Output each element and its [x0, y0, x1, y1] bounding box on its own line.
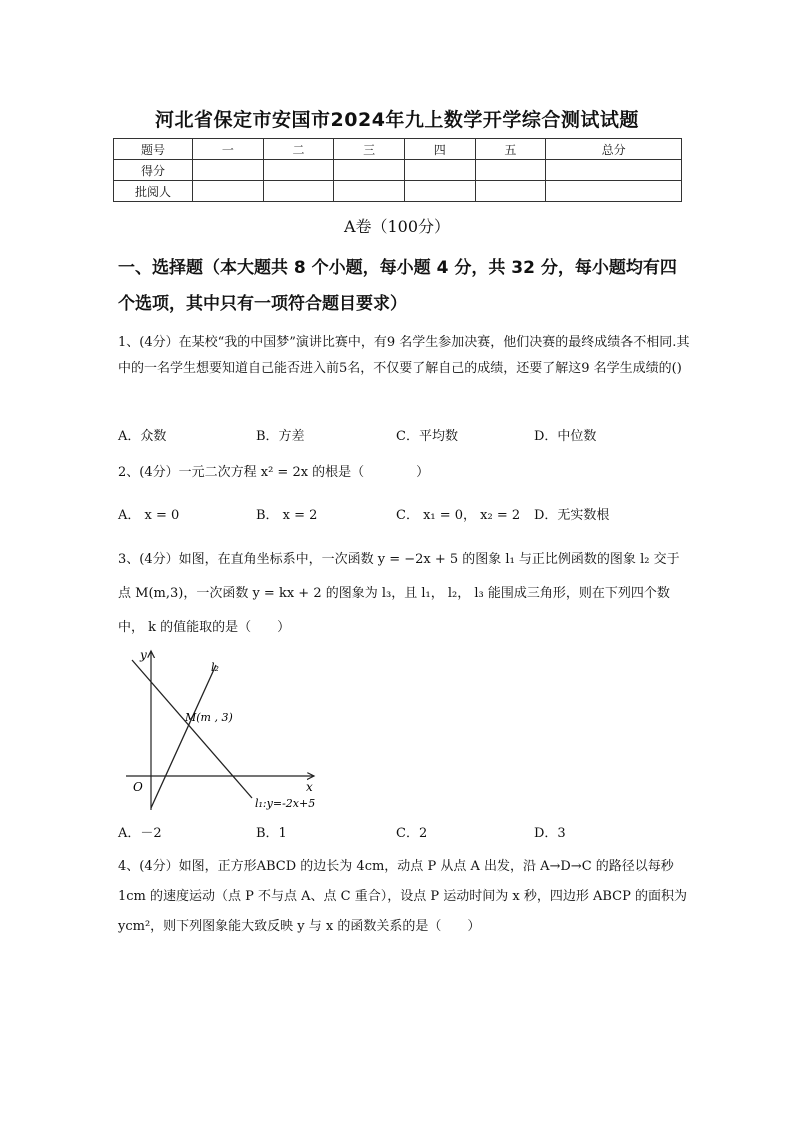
l2-label: l₂ [211, 661, 219, 674]
option-b: B． x = 2 [256, 508, 318, 523]
score-table-cell: 得分 [114, 160, 193, 181]
score-table-cell [475, 160, 546, 181]
score-table-cell [193, 160, 264, 181]
score-table-cell: 二 [263, 139, 334, 160]
score-table-cell [475, 181, 546, 202]
score-table-cell: 五 [475, 139, 546, 160]
score-table-cell: 三 [334, 139, 405, 160]
part-heading: 一、选择题（本大题共 8 个小题，每小题 4 分，共 32 分，每小题均有四个选项，其中只有一项符合题目要求） [118, 258, 677, 314]
line-l1 [132, 660, 252, 798]
section-title: A卷（100分） [343, 217, 451, 236]
option-c: C． x₁ = 0， x₂ = 2 [396, 508, 521, 523]
origin-label: O [133, 780, 143, 794]
option-c: C．平均数 [396, 429, 458, 444]
option-c: C．2 [396, 826, 428, 841]
score-table-header-row [114, 139, 682, 160]
option-b: B．1 [256, 826, 287, 841]
question-2: 2、(4分）一元二次方程 x² = 2x 的根是（ ） [118, 465, 430, 480]
score-table-cell: 总分 [546, 139, 682, 160]
exam-title: 河北省保定市安国市2024年九上数学开学综合测试试题 [155, 109, 639, 131]
score-table-cell: 批阅人 [114, 181, 193, 202]
point-m-label: M(m , 3) [185, 711, 233, 724]
score-table [113, 138, 682, 202]
question-3-options [118, 822, 690, 846]
score-table-cell [404, 160, 475, 181]
question-4: 4、(4分）如图，正方形ABCD 的边长为 4cm，动点 P 从点 A 出发，沿 A→D→C 的路径以每秒 1cm 的速度运动（点 P 不与点 A、点 C 重合），设点 P 运动时间为 x 秒，四边形 ABCP 的面积为 ycm²，则下列图象能大致反映 y 与 x 的函数关系的是（ ） [118, 859, 688, 934]
y-axis-label: y [140, 648, 147, 662]
score-table-cell: 一 [193, 139, 264, 160]
option-a: A．－2 [118, 826, 162, 841]
question-1: 1、(4分）在某校“我的中国梦”演讲比赛中，有9 名学生参加决赛，他们决赛的最终成绩各不相同.其中的一名学生想要知道自己能否进入前5名，不仅要了解自己的成绩，还要了解这9 名学生成绩的() [118, 335, 690, 376]
score-table-cell [263, 160, 334, 181]
option-d: D．中位数 [534, 429, 597, 444]
score-table-row [114, 160, 682, 181]
score-table-cell [546, 181, 682, 202]
score-table-cell: 四 [404, 139, 475, 160]
score-table-cell: 题号 [114, 139, 193, 160]
question-2-options [118, 504, 690, 528]
question-3: 3、(4分）如图，在直角坐标系中，一次函数 y = −2x + 5 的图象 l₁ 与正比例函数的图象 l₂ 交于点 M(m,3)，一次函数 y = kx + 2 的图象为 l₃，且 l₁， l₂， l₃ 能围成三角形，则在下列四个数中， k 的值能取的是（ ） [118, 552, 680, 635]
coordinate-graph [118, 645, 338, 825]
score-table-cell [546, 160, 682, 181]
score-table-cell [334, 181, 405, 202]
question-1-options [118, 425, 690, 449]
line-l2 [151, 665, 216, 808]
score-table-row [114, 181, 682, 202]
option-a: A．众数 [118, 429, 167, 444]
option-b: B．方差 [256, 429, 305, 444]
option-a: A． x = 0 [118, 508, 180, 523]
x-axis-label: x [306, 780, 313, 794]
option-d: D．无实数根 [534, 508, 610, 523]
score-table-cell [193, 181, 264, 202]
l1-label: l₁:y=-2x+5 [255, 797, 316, 810]
score-table-cell [404, 181, 475, 202]
score-table-cell [334, 160, 405, 181]
option-d: D．3 [534, 826, 566, 841]
graph-svg [118, 645, 338, 825]
score-table-cell [263, 181, 334, 202]
